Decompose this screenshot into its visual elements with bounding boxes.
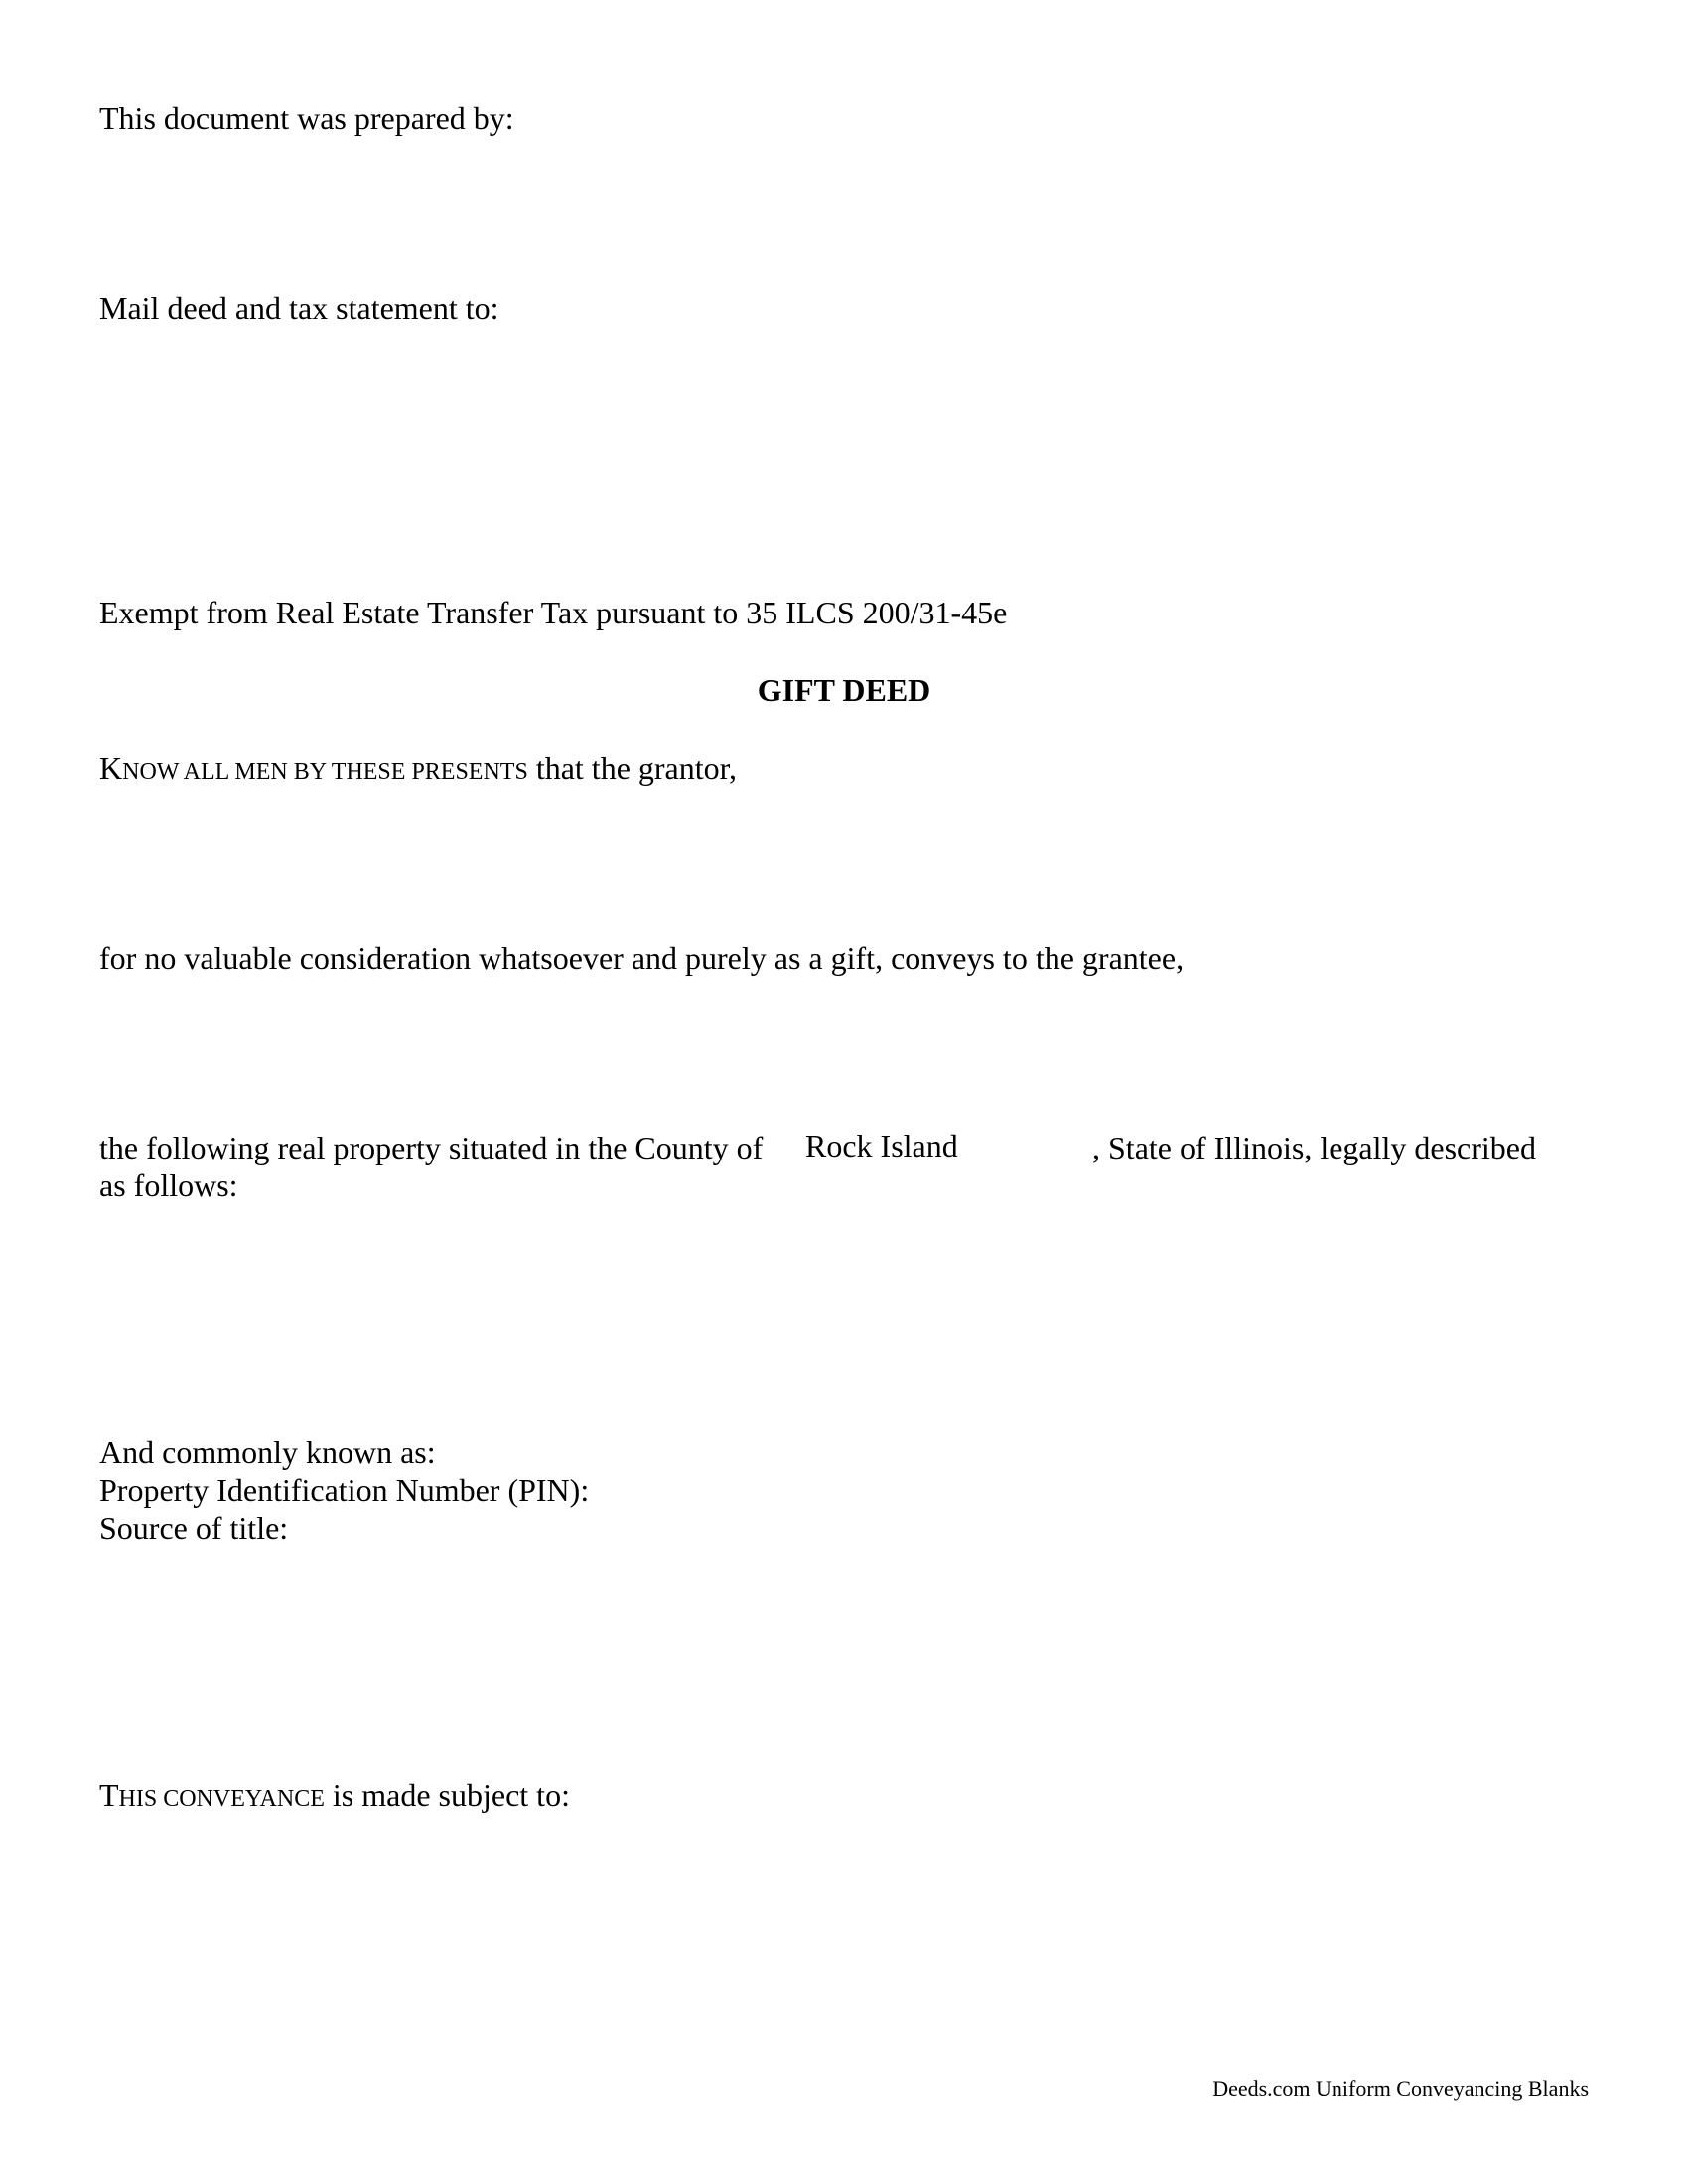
consideration-clause: for no valuable consideration whatsoever and purely as a gift, conveys to the grantee, xyxy=(99,940,1185,976)
property-clause-start: the following real property situated in the County of xyxy=(99,1130,764,1165)
pin-label: Property Identification Number (PIN): xyxy=(99,1472,590,1508)
mail-to-label: Mail deed and tax statement to: xyxy=(99,290,499,326)
property-clause-end: , State of Illinois, legally described xyxy=(1092,1130,1536,1165)
conveyance-tail: is made subject to: xyxy=(324,1777,570,1813)
conveyance-smallcaps: HIS CONVEYANCE xyxy=(118,1786,325,1812)
prepared-by-label: This document was prepared by: xyxy=(99,100,514,136)
know-all-clause xyxy=(99,750,737,791)
document-title: GIFT DEED xyxy=(757,672,931,708)
commonly-known-label: And commonly known as: xyxy=(99,1434,436,1470)
conveyance-first-letter: T xyxy=(99,1777,119,1813)
county-field[interactable]: Rock Island xyxy=(805,1128,958,1163)
conveyance-clause xyxy=(99,1776,570,1818)
footer-credit: Deeds.com Uniform Conveyancing Blanks xyxy=(1212,2076,1589,2101)
source-of-title-label: Source of title: xyxy=(99,1510,289,1546)
know-all-smallcaps: NOW ALL MEN BY THESE PRESENTS xyxy=(122,759,528,785)
know-all-first-letter: K xyxy=(99,751,123,786)
know-all-tail: that the grantor, xyxy=(527,751,738,786)
exempt-statement: Exempt from Real Estate Transfer Tax pursuant to 35 ILCS 200/31-45e xyxy=(99,595,1008,630)
property-clause-cont: as follows: xyxy=(99,1167,238,1203)
